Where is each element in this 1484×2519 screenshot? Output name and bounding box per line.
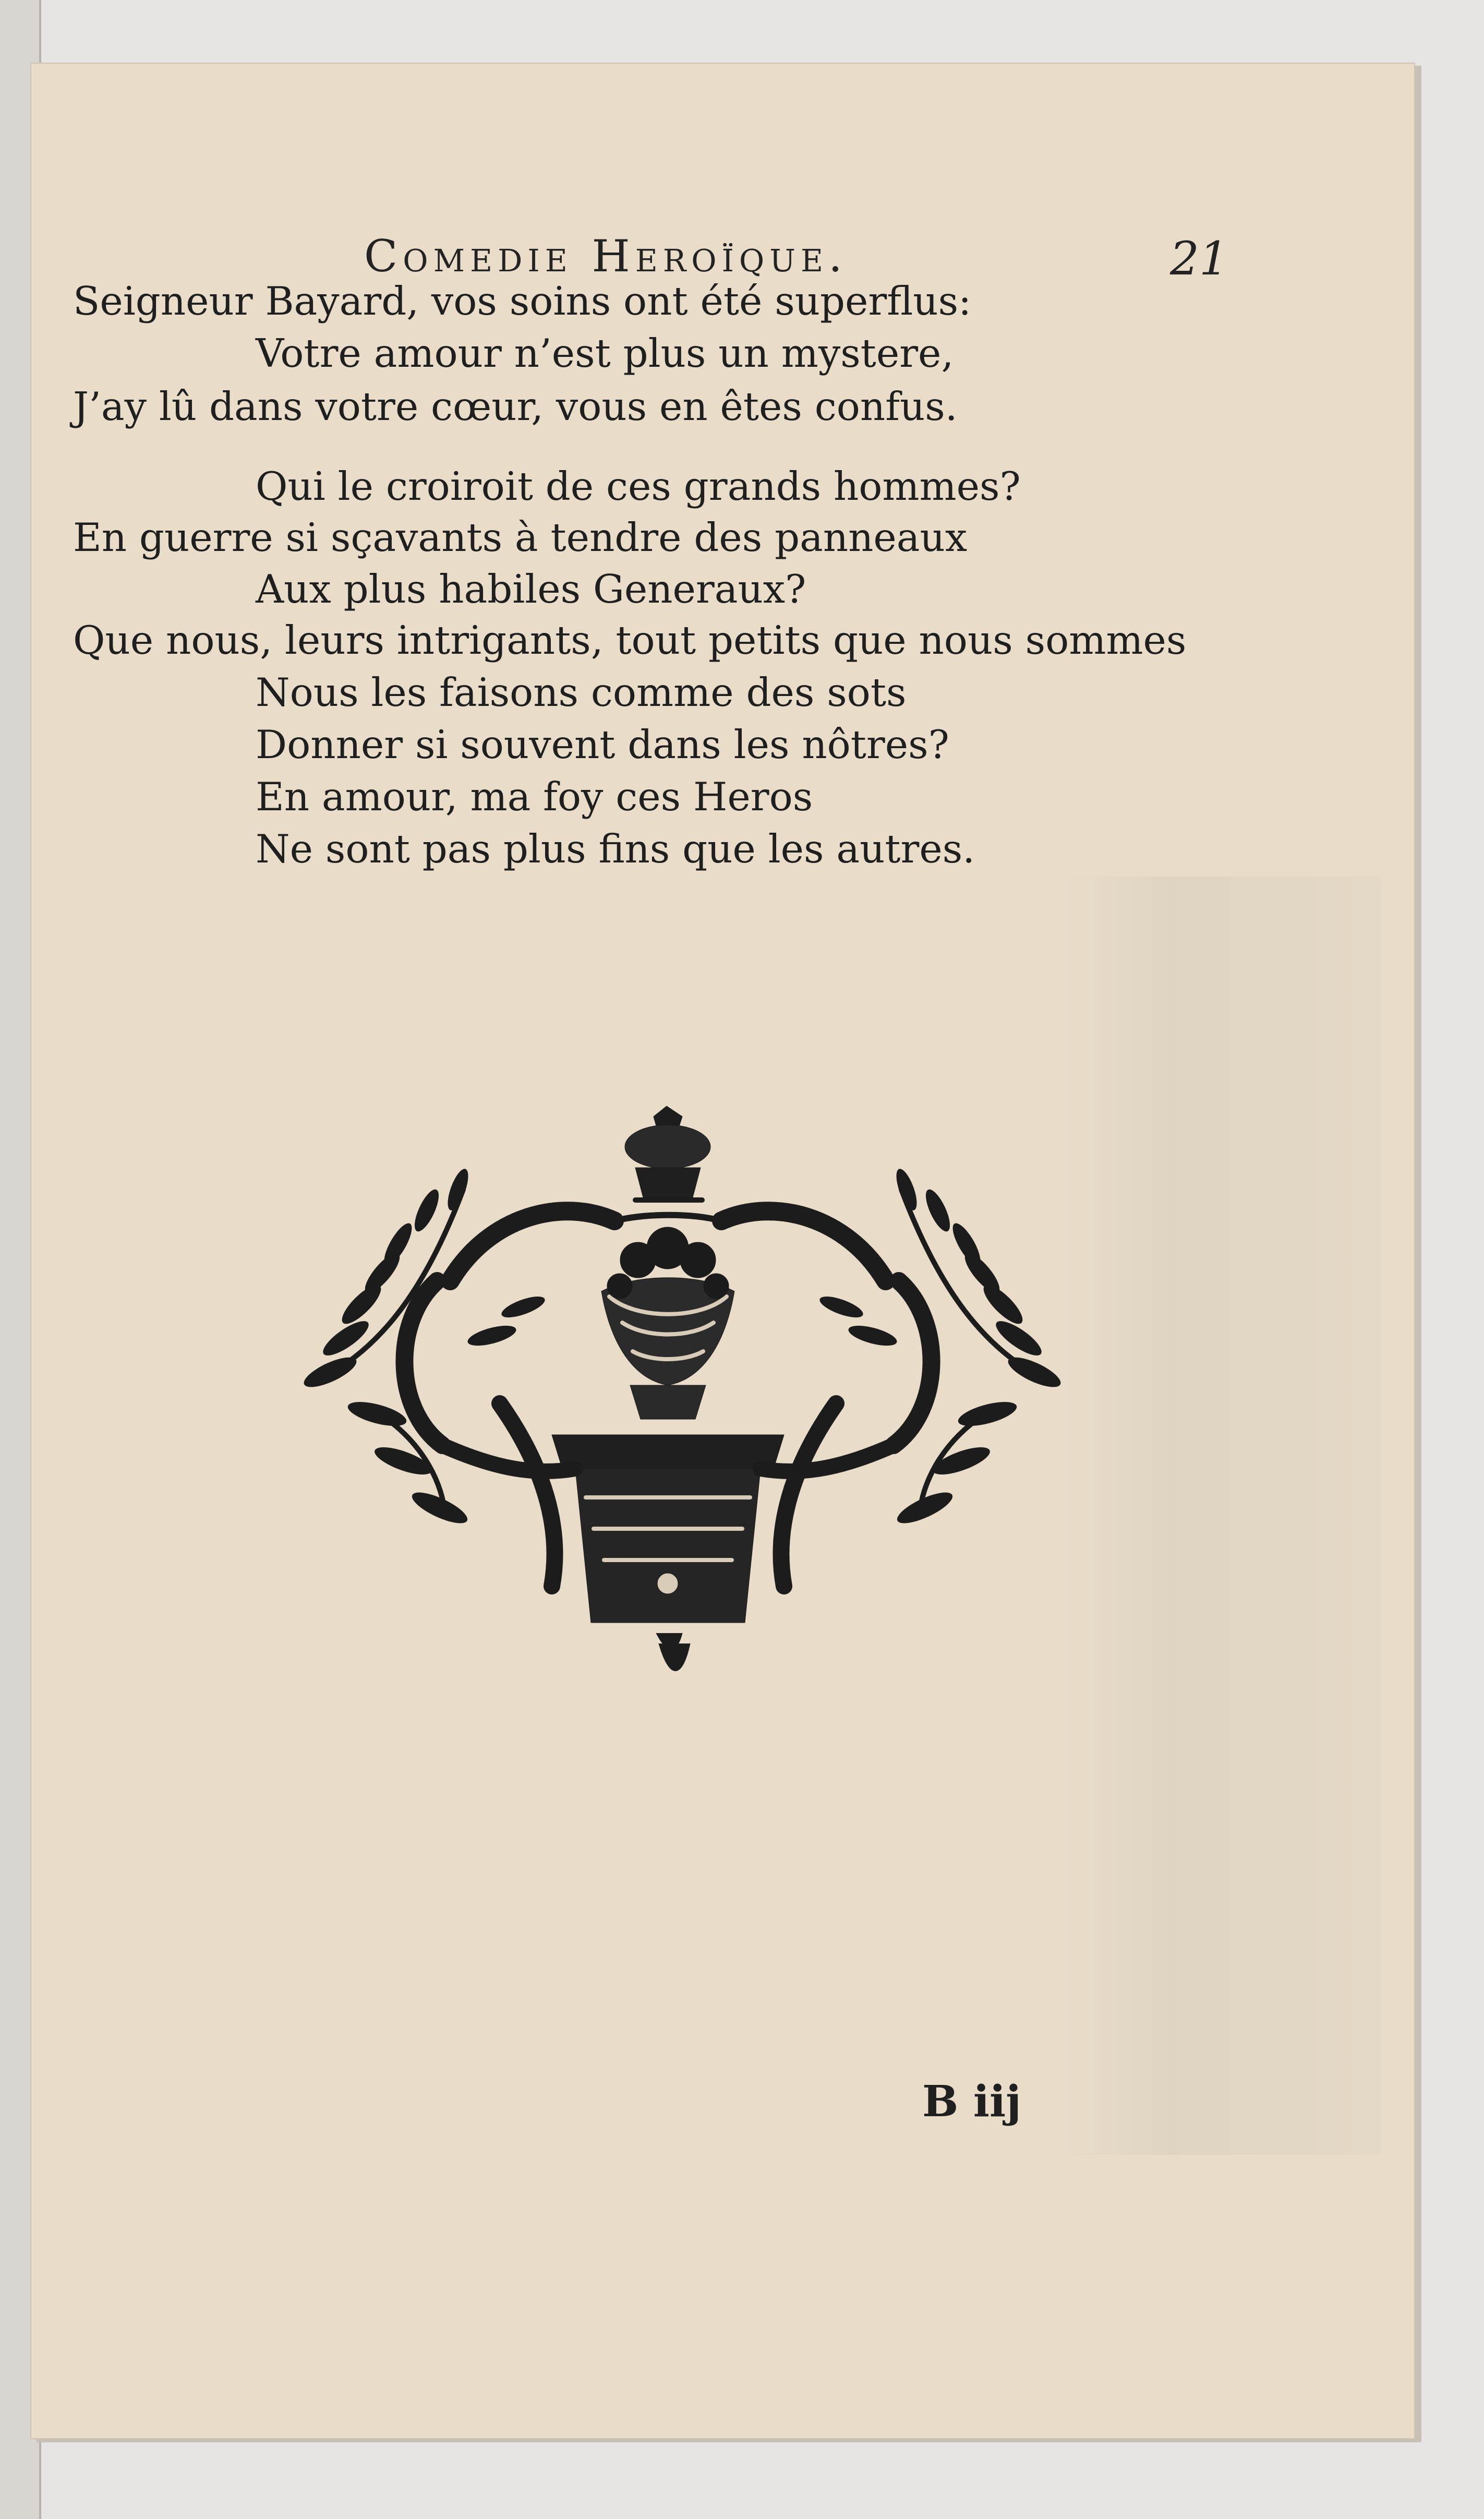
verse-line: En guerre si sçavants à tendre des panneaux: [73, 514, 968, 560]
page-number: 21: [1170, 232, 1228, 285]
verse-line: Ne sont pas plus fins que les autres.: [256, 826, 975, 872]
verse-line: J’ay lû dans votre cœur, vous en êtes confus.: [73, 383, 958, 429]
verse-line: Aux plus habiles Generaux?: [256, 566, 806, 612]
running-head: Comedie Heroïque.: [364, 231, 848, 282]
verse-line: Nous les faisons comme des sots: [256, 669, 907, 715]
verse-line: Que nous, leurs intrigants, tout petits que nous sommes: [73, 617, 1187, 663]
verse-line: Votre amour n’est plus un mystere,: [256, 330, 954, 376]
verse-line: Seigneur Bayard, vos soins ont été superflus:: [73, 278, 972, 324]
vase-ornament-icon: [270, 1101, 1094, 1810]
verse-line: Qui le croiroit de ces grands hommes?: [256, 463, 1021, 509]
signature-mark: B iij: [922, 2077, 1021, 2127]
verse-line: En amour, ma foy ces Heros: [256, 774, 813, 820]
book-page: [30, 63, 1415, 2439]
verse-line: Donner si souvent dans les nôtres?: [256, 722, 949, 767]
